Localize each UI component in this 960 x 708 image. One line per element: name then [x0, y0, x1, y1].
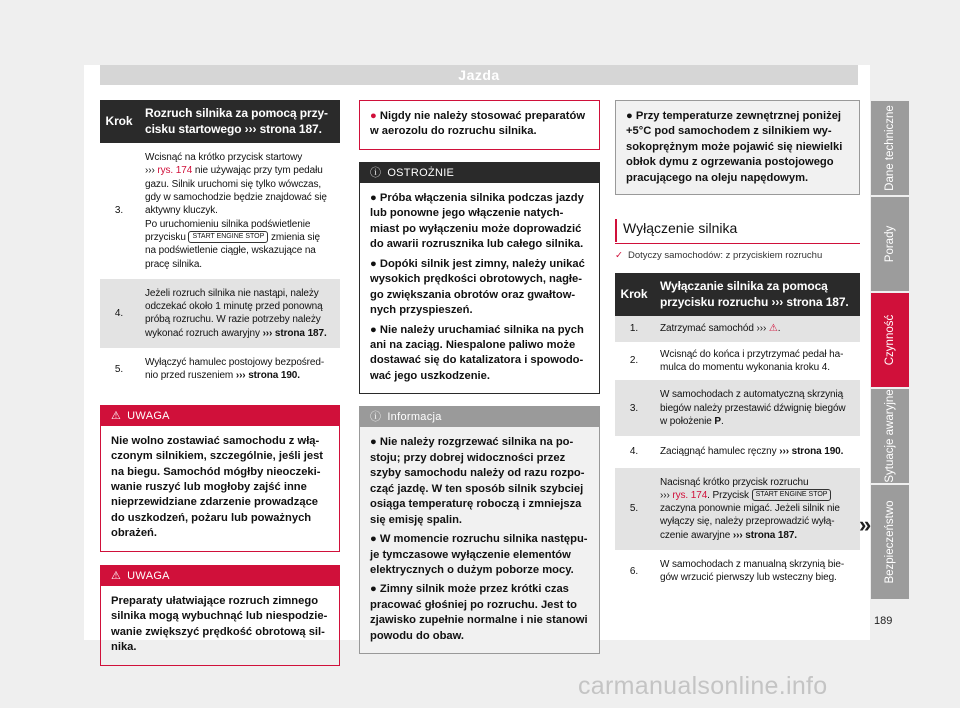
- start-engine-stop-key: START ENGINE STOP: [752, 489, 832, 501]
- warning-box: [100, 405, 340, 552]
- step-number: 6.: [615, 550, 653, 593]
- page-header: Jazda: [100, 65, 858, 85]
- page-ref-link[interactable]: ››› strona 187.: [732, 529, 797, 541]
- warning-text: Nie wolno zostawiać samochodu z włą-czonym silnikiem, szczególnie, jeśli jest na biegu. Samochód mógłby nieoczeki-wanie ruszyć lub mogłoby zajść inne nieprzewidziane zdarzenie prowadzące do uszkodzeń, pożaru lub poważnych obrażeń.: [111, 434, 324, 540]
- bullet: ●: [370, 110, 377, 122]
- table-title-ref[interactable]: ››› strona 187.: [771, 294, 849, 309]
- step-text: Zaciągnąć hamulec ręczny ››› strona 190.: [653, 436, 860, 467]
- step-number: 4.: [100, 279, 138, 348]
- step-text: Zatrzymać samochód ››› ⚠.: [653, 316, 860, 341]
- table-title: Rozruch silnika za pomocą przy-cisku startowego ››› strona 187.: [138, 100, 340, 143]
- checkmark-icon: ✓: [615, 250, 623, 262]
- page-number: 189: [874, 615, 893, 627]
- list-item: ● Nie należy uruchamiać silnika na pych ani na zaciąg. Niespalone paliwo może dostawać się do katalizatora i spowodo-wać jego uszkodzenie.: [370, 323, 584, 382]
- step-number: 3.: [100, 143, 138, 279]
- tab-bezpieczenstwo[interactable]: Bezpieczeństwo: [871, 485, 909, 599]
- ref-arrow: ›››: [660, 489, 670, 501]
- chapter-tabs: [871, 101, 909, 601]
- warning-triangle-icon[interactable]: ⚠: [768, 323, 778, 335]
- step-number: 3.: [615, 380, 653, 436]
- middle-column: [359, 100, 600, 654]
- caution-header: ⓘ OSTROŻNIE: [360, 163, 599, 183]
- table-row: [615, 550, 860, 593]
- step-number: 5.: [615, 468, 653, 550]
- step-number: 5.: [100, 348, 138, 391]
- list-item: ● Dopóki silnik jest zimny, należy unikać wysokich prędkości obrotowych, nagłe-go zwiększania obrotów oraz gwałtow-nych przyspieszeń.: [370, 257, 585, 317]
- warning-header: ⚠ UWAGA: [101, 566, 339, 586]
- tab-sytuacje-awaryjne[interactable]: Sytuacje awaryjne: [871, 389, 909, 483]
- step-number: 1.: [615, 316, 653, 341]
- step-column-header: Krok: [100, 100, 138, 143]
- step-number: 4.: [615, 436, 653, 467]
- continue-arrow-icon: »: [859, 512, 872, 537]
- warning-triangle-icon: ⚠: [111, 569, 122, 582]
- stop-steps-table: [615, 273, 860, 592]
- start-steps-table: [100, 100, 340, 391]
- info-header: ⓘ Informacja: [360, 407, 599, 427]
- table-title-ref[interactable]: ››› strona 187.: [244, 121, 322, 136]
- section-title: Wyłączenie silnika: [615, 219, 860, 242]
- table-row: [100, 279, 340, 348]
- info-box: [359, 406, 600, 654]
- tab-dane-techniczne[interactable]: Dane techniczne: [871, 101, 909, 195]
- step-text: W samochodach z manualną skrzynią bie-gów wrzucić pierwszy lub wsteczny bieg.: [653, 550, 860, 593]
- list-item: ● Zimny silnik może przez krótki czas pracować głośniej po rozruchu. Jest to zjawisko zupełnie normalne i nie stanowi powodu do obaw.: [370, 583, 588, 642]
- page-ref-link[interactable]: ››› strona 190.: [779, 446, 844, 458]
- step-text: Wyłączyć hamulec postojowy bezpośred-nio przed ruszeniem ››› strona 190.: [138, 348, 340, 391]
- step-text: W samochodach z automatyczną skrzynią biegów należy przestawić dźwignię biegów w położenie P.: [653, 380, 860, 436]
- table-row: [615, 380, 860, 436]
- step-text: Wcisnąć do końca i przytrzymać pedał ha-mulca do momentu wykonania kroku 4.: [653, 342, 860, 381]
- info-text: Przy temperaturze zewnętrznej poniżej +5°C pod samochodem z silnikiem wy-sokoprężnym może pojawić się niewielki obłok dymu z ogrzewania postojowego pracującego na oleju napędowym.: [626, 110, 843, 184]
- step-text: Wcisnąć na krótko przycisk startowy ››› rys. 174 nie używając przy tym pedału gazu. Silnik uruchomi się tylko wówczas, gdy w samochodzie będzie znajdować się aktywny kluczyk. Po uruchomieniu silnika podświetlenie przycisku START ENGINE STOP zmienia się na podświetlenie ciągłe, wskazujące na pracę silnika.: [138, 143, 340, 279]
- gear-position: P: [714, 415, 721, 427]
- step-text: Jeżeli rozruch silnika nie nastąpi, należy odczekać około 1 minutę przed ponowną próbą rozruchu. W razie potrzeby należy wykonać rozruch awaryjny ››› strona 187.: [138, 279, 340, 348]
- section-rule: [615, 243, 860, 244]
- warning-header: ⚠ UWAGA: [101, 406, 339, 426]
- warning-text: Nigdy nie należy stosować preparatów w aerozolu do rozruchu silnika.: [370, 110, 586, 138]
- caution-circle-icon: ⓘ: [370, 166, 382, 179]
- table-row: [100, 143, 340, 279]
- table-row: [615, 342, 860, 381]
- ref-arrow: ›››: [756, 323, 767, 335]
- warning-text: Preparaty ułatwiające rozruch zimnego silnika mogą wybuchnąć lub niespodzie-wanie zwiększyć prędkość obrotową sil-nika.: [111, 594, 328, 654]
- table-row: [615, 468, 860, 550]
- list-item: ● W momencie rozruchu silnika następu-je tymczasowe wyłączenie elementów elektrycznych o dużym poborze mocy.: [370, 533, 588, 576]
- warning-triangle-icon: ⚠: [111, 409, 122, 422]
- applies-note: ✓ Dotyczy samochodów: z przyciskiem rozruchu: [615, 250, 823, 262]
- ref-arrow: ›››: [145, 165, 155, 177]
- warning-box: [100, 565, 340, 666]
- figure-link[interactable]: rys. 174: [672, 489, 708, 501]
- left-column: [100, 100, 340, 666]
- tab-porady[interactable]: Porady: [871, 197, 909, 291]
- table-row: [100, 348, 340, 391]
- warning-continued-box: [359, 100, 600, 150]
- tab-czynnosc[interactable]: Czynność: [871, 293, 909, 387]
- step-column-header: Krok: [615, 273, 653, 316]
- info-continued-box: ● Przy temperaturze zewnętrznej poniżej +5°C pod samochodem z silnikiem wy-sokoprężnym może pojawić się niewielki obłok dymu z ogrzewania postojowego pracującego na oleju napędowym.: [615, 100, 860, 195]
- table-row: [615, 316, 860, 341]
- watermark: carmanualsonline.info: [578, 672, 828, 700]
- page-ref-link[interactable]: ››› strona 187.: [262, 327, 327, 339]
- info-icon: ⓘ: [370, 411, 382, 424]
- figure-link[interactable]: rys. 174: [157, 165, 193, 177]
- step-text: Nacisnąć krótko przycisk rozruchu ››› rys. 174. Przycisk START ENGINE STOP zaczyna ponownie migać. Jeżeli silnik nie wyłączy się, należy przeprowadzić wyłą-czenie awaryjne ››› strona 187.: [653, 468, 860, 550]
- step-number: 2.: [615, 342, 653, 381]
- start-engine-stop-key: START ENGINE STOP: [188, 231, 268, 243]
- page-ref-link[interactable]: ››› strona 190.: [235, 370, 300, 382]
- table-title: Wyłączanie silnika za pomocą przycisku rozruchu ››› strona 187.: [653, 273, 860, 316]
- right-column: [615, 100, 860, 593]
- caution-box: [359, 162, 600, 394]
- table-row: [615, 436, 860, 467]
- list-item: ● Nie należy rozgrzewać silnika na po-stoju; przy dobrej widoczności przez szyby samochodu należy od razu rozpo-cząć jazdę. W ten sposób silnik szybciej osiąga temperaturę roboczą i zmniejsza się emisję spalin.: [370, 436, 585, 526]
- list-item: ● Próba włączenia silnika podczas jazdy lub ponowne jego włączenie natych-miast po wyłączeniu może doprowadzić do awarii rozrusznika lub całego silnika.: [370, 191, 584, 251]
